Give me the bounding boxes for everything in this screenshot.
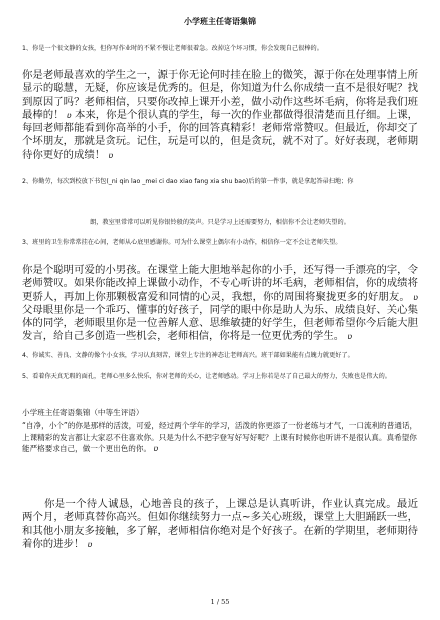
margin-mark: ʋ: [66, 110, 72, 120]
margin-mark: ʋ: [108, 150, 114, 160]
paragraph-11-text: “自净，小个”的你是那样的活泼，可爱，经过两个学年的学习，活泼的你更添了一份老练与才气，一口流利的普通话，上课精彩的发言都让大家忍不住喜欢你。只是为什么不把字登写好写好呢？上课有时候你也听讲不是很认真。真希望你能严格要求自己，做一个更出色的你。: [22, 421, 418, 453]
paragraph-12: [22, 498, 418, 551]
paragraph-4: 2、你勤劳，每次到校放下书包(_ni qin lao _mei ci dao xiao fang xia shu bao)后的第一件事，就是拿起答帚扫地；你: [22, 178, 354, 185]
paragraph-1: 1、你是一个很文静的女孩，但你写作业时的不紧不慢让老师很着急。改掉这个坏习惯，你会发现自己很棒的。: [22, 45, 323, 52]
section-heading: 小学班主任寄语集锦（中等生评语）: [22, 408, 144, 417]
paragraph-11: [22, 420, 418, 455]
paragraph-2: [22, 69, 418, 162]
paragraph-9: 5、看着你天真无瑕的面孔，老师心里多么快乐，你对老师的关心，让老师感动。学习上你若是尽了自己最大的努力，失败也是伟大的。: [22, 373, 391, 380]
document-title: 小学班主任寄语集锦: [184, 17, 256, 26]
paragraph-12-text: 你是一个待人诚恳，心地善良的孩子，上课总是认真听讲，作业认真完成。最近两个月，老师真替你高兴。但如你继续努力一点~多关心班级，课堂上大胆踊跃一些，和其他小朋友多接触，多了解，老师相信你绝对是个好孩子。在新的学期里，老师期待着你的进步！: [22, 498, 418, 550]
margin-mark: ʋ: [413, 292, 418, 302]
paragraph-3-text: 本来，你是个很认真的学生，每一次的作业都做得很清楚而且仔细。上课，每回老师都能看到你高举的小手，你的回答真精彩！老师常常赞叹。但最近，你却交了个坏朋友，那就是贪玩。记住，玩是可以的，但是贪玩，就不对了。好好表现，老师期待你更好的成绩！: [22, 108, 418, 161]
paragraph-6: 3、班里的卫生你常常挂在心间，老师从心底里感谢你。可为什么课堂上偶尔有小动作，相信你一定不会让老师失望。: [22, 239, 342, 246]
paragraph-7: [22, 264, 418, 344]
page-number: 1 / 55: [210, 598, 230, 606]
paragraph-7-text: 你是个聪明可爱的小男孩。在课堂上能大胆地举起你的小手，还写得一手漂亮的字，令老师赞叹。如果你能改掉上课做小动作，不专心听讲的坏毛病，老师相信，你的成绩将更骄人，再加上你那颗极富爱和同情的心灵，我想，你的周围将聚拢更多的好朋友。: [22, 264, 418, 303]
margin-mark: ʋ: [87, 539, 93, 549]
margin-mark: ʋ: [347, 332, 353, 342]
paragraph-5: 朗，教室里常常可以听见你银铃般的笑声。只是学习上还需要努力，相信你不会让老师失望的。: [90, 219, 350, 226]
paragraph-7b-text: 父母眼里你是一个乖巧、懂事的好孩子，同学的眼中你是助人为乐、成绩良好、关心集体的同学，老师眼里你是一位善解人意、思维敏捷的好学生，但老师希望你今后能大胆发言，给自己多创造一些机会，老师相信，你将是一位更优秀的学生。: [22, 303, 418, 343]
paragraph-8: 4、你诚实、善良、文静的像个小女孩，学习认真刻苦，课堂上专注的神态让老师高兴。班干部如果能有点魄力就更好了。: [22, 352, 354, 359]
paragraph-2-text: 你是老师最喜欢的学生之一，源于你无论何时挂在脸上的微笑，源于你在处理事情上所显示的聪慧，无疑，你应该是优秀的。但是，你知道为什么你成绩一直不是很好呢？找到原因了吗？老师相信，只要你改掉上课开小差，做小动作这些坏毛病，你将是我们班最棒的！: [22, 69, 418, 121]
margin-mark: ʋ: [153, 444, 159, 453]
